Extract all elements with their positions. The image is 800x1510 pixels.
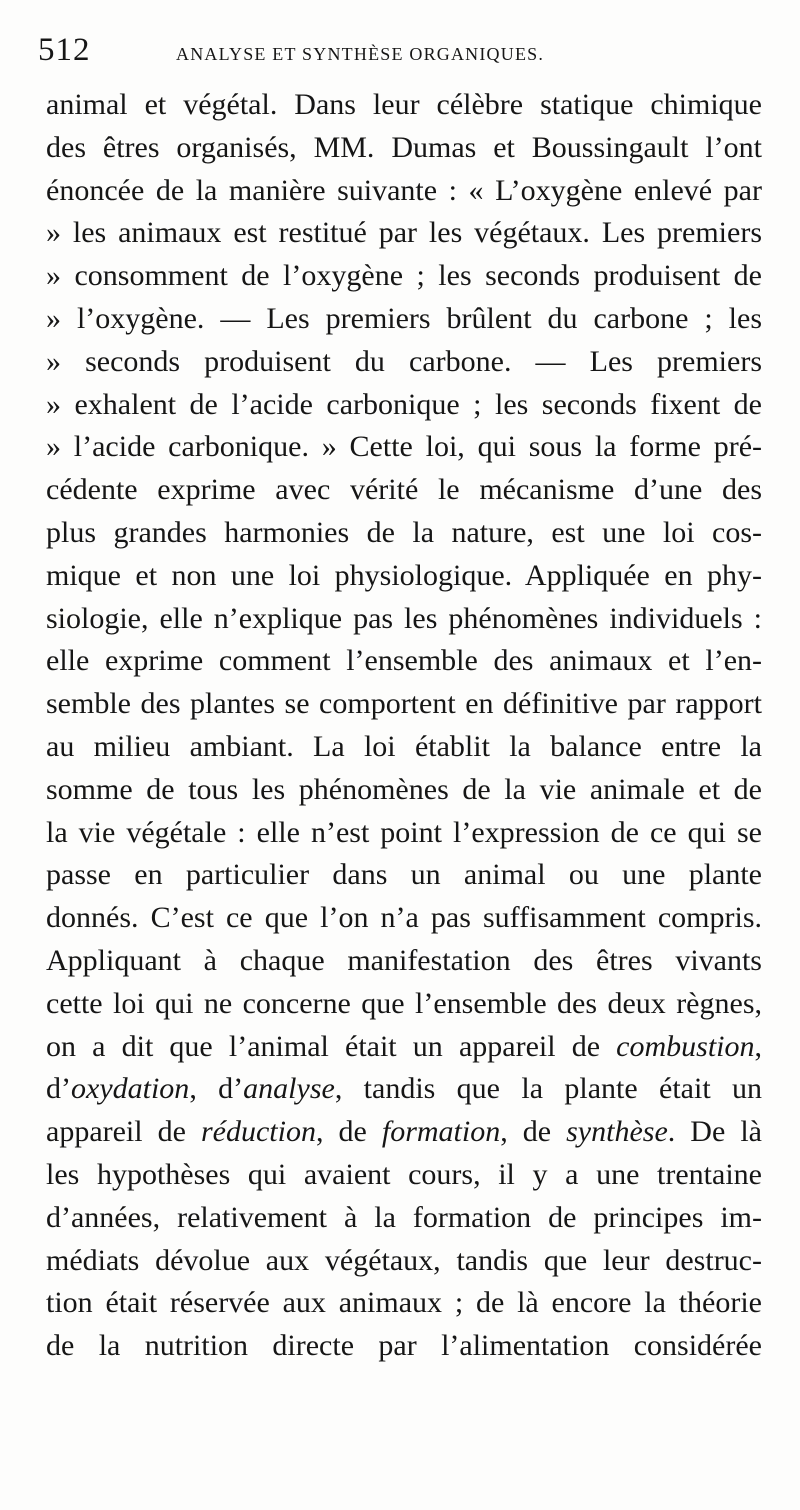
text-line-8: » exhalent de l’acide carbonique ; les seconds fixent de <box>46 387 762 421</box>
text-line-13: siologie, elle n’explique pas les phénomènes individuels : <box>46 601 762 635</box>
italic-term: oxydation <box>71 1072 190 1106</box>
text-line-21: Appliquant à chaque manifestation des êtres vivants <box>46 943 762 977</box>
text-run: , de <box>315 1115 382 1149</box>
page-header <box>38 30 768 74</box>
italic-term: formation <box>381 1115 501 1149</box>
text-line-27: d’années, relativement à la formation de principes im- <box>46 1200 762 1234</box>
text-line-6: » l’oxygène. — Les premiers brûlent du carbone ; les <box>46 301 762 335</box>
text-line-5: » consomment de l’oxygène ; les seconds produisent de <box>46 259 762 293</box>
text-line-2: des êtres organisés, MM. Dumas et Boussingault l’ont <box>46 130 762 164</box>
italic-term: réduction <box>201 1115 316 1149</box>
text-line-17: somme de tous les phénomènes de la vie animale et de <box>46 772 762 806</box>
text-run: , tandis que la plante était un <box>334 1072 762 1106</box>
text-run: on a dit que l’animal était un appareil de <box>46 1029 617 1063</box>
running-head: ANALYSE ET SYNTHÈSE ORGANIQUES. <box>176 44 545 64</box>
text-run: , <box>754 1029 762 1063</box>
text-line-10: cédente exprime avec vérité le mécanisme d’une des <box>46 473 762 507</box>
text-line-9: » l’acide carbonique. » Cette loi, qui sous la forme pré- <box>46 430 762 464</box>
text-line-20: donnés. C’est ce que l’on n’a pas suffisamment compris. <box>46 901 762 935</box>
text-line-14: elle exprime comment l’ensemble des animaux et l’en- <box>46 644 762 678</box>
text-line-29: tion était réservée aux animaux ; de là encore la théorie <box>46 1286 762 1320</box>
italic-term: combustion <box>616 1029 755 1063</box>
text-line-18: la vie végétale : elle n’est point l’expression de ce qui se <box>46 815 762 849</box>
text-run: , d’ <box>189 1072 244 1106</box>
text-run: , de <box>500 1115 567 1149</box>
text-run: . De là <box>667 1115 762 1149</box>
text-line-24 <box>46 1068 762 1111</box>
text-line-15: semble des plantes se comportent en définitive par rapport <box>46 687 762 721</box>
text-line-3: énoncée de la manière suivante : « L’oxygène enlevé par <box>46 173 762 207</box>
text-run: appareil de <box>46 1115 201 1149</box>
body-text <box>46 84 762 1368</box>
text-line-25 <box>46 1111 762 1154</box>
text-line-22: cette loi qui ne concerne que l’ensemble des deux règnes, <box>46 986 762 1020</box>
text-line-16: au milieu ambiant. La loi établit la balance entre la <box>46 729 762 763</box>
text-line-12: mique et non une loi physiologique. Appliquée en phy- <box>46 558 762 592</box>
text-line-23 <box>46 1026 762 1069</box>
text-line-28: médiats dévolue aux végétaux, tandis que leur destruc- <box>46 1243 762 1277</box>
text-run: d’ <box>46 1072 71 1106</box>
text-line-26: les hypothèses qui avaient cours, il y a une trentaine <box>46 1157 762 1191</box>
italic-term: analyse <box>243 1072 335 1106</box>
italic-term: synthèse <box>566 1115 668 1149</box>
page-number: 512 <box>38 32 91 68</box>
text-line-1: animal et végétal. Dans leur célèbre statique chimique <box>46 88 762 121</box>
text-line-7: » seconds produisent du carbone. — Les premiers <box>46 344 762 378</box>
text-line-11: plus grandes harmonies de la nature, est une loi cos- <box>46 515 762 549</box>
text-line-30: de la nutrition directe par l’alimentation considérée <box>46 1329 762 1363</box>
text-line-4: » les animaux est restitué par les végétaux. Les premiers <box>46 216 762 250</box>
text-line-19: passe en particulier dans un animal ou une plante <box>46 858 762 892</box>
